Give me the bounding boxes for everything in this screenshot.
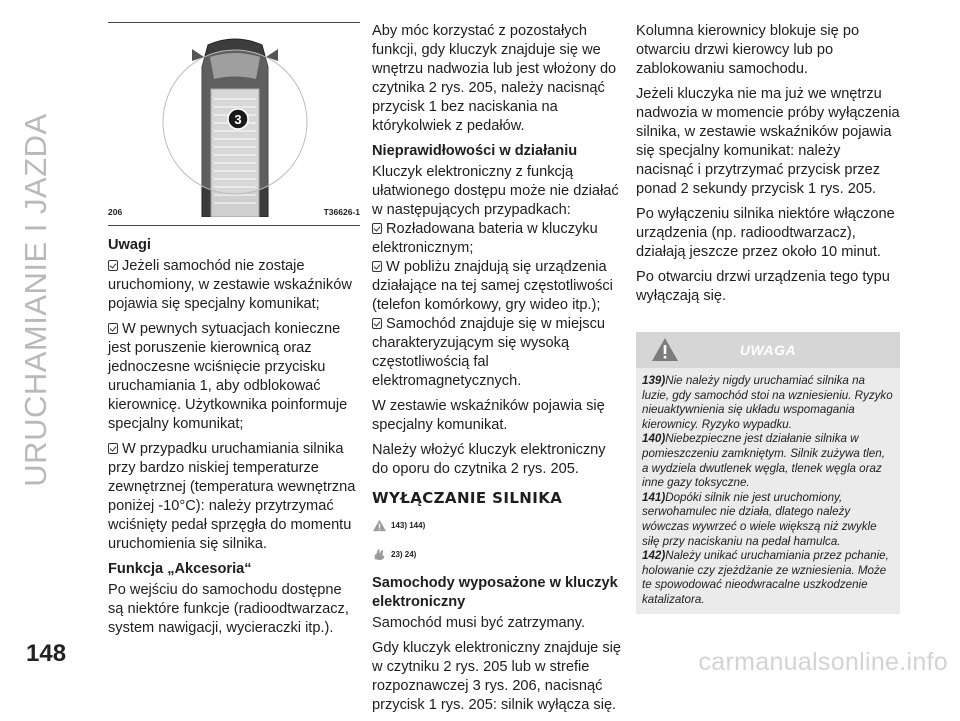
- list-item: 139)Nie należy nigdy uruchamiać silnika na luzie, gdy samochód stoi na wzniesieniu. Ryzyko nieuaktywnienia się układu wspomagania kierownicy. Ryzyko wypadku.: [642, 374, 893, 431]
- paragraph-1: Kolumna kierownicy blokuje się po otwarciu drzwi kierowcy lub po zablokowaniu samochodu.: [636, 23, 860, 77]
- column-1: [108, 22, 360, 644]
- komunikat-text: W zestawie wskaźników pojawia się specjalny komunikat.: [372, 398, 605, 433]
- akcesoria-text: Po wejściu do samochodu dostępne są niektóre funkcje (radioodtwarzacz, system nawigacji, wycieraczki itp.).: [108, 582, 349, 636]
- warning-box-content: [642, 374, 894, 608]
- sidebar-section-title: URUCHAMIANIE I JAZDA: [18, 113, 53, 487]
- list-item: 140)Niebezpieczne jest działanie silnika w pomieszczeniu zamkniętym. Silnik zużywa tlen, a wydziela dwutlenek węgla, tlenek węgla oraz inne gazy toksyczne.: [642, 432, 885, 490]
- warning-triangle-icon: [372, 519, 387, 532]
- figure-206: [108, 22, 360, 226]
- paragraph-3: Po wyłączeniu silnika niektóre włączone urządzenia (np. radioodtwarzacz), działają jeszcze przez około 10 minut.: [636, 206, 895, 260]
- list-item: W pewnych sytuacjach konieczne jest poruszenie kierownicą oraz jednoczesne wciśnięcie przycisku uruchamiania 1, aby odblokować kierownicę. Użytkownika poinformuje specjalny komunikat;: [108, 321, 348, 432]
- list-item: Jeżeli samochód nie zostaje uruchomiony, w zestawie wskaźników pojawia się specjalny komunikat;: [108, 258, 352, 312]
- checkbox-bullet-icon: [372, 261, 382, 272]
- checkbox-bullet-icon: [108, 443, 118, 454]
- warning-box-title: UWAGA: [739, 341, 797, 358]
- checkbox-bullet-icon: [372, 318, 382, 329]
- uwagi-heading: Uwagi: [108, 237, 151, 253]
- gdy-text: Gdy kluczyk elektroniczny znajduje się w czytniku 2 rys. 205 lub w strefie rozpoznawczej 3 rys. 206, nacisnąć przycisk 1 rys. 205: silnik wyłącza się.: [372, 640, 622, 713]
- zatrzymany-text: Samochód musi być zatrzymany.: [372, 615, 586, 631]
- page-number: 148: [26, 640, 67, 667]
- wlozyc-text: Należy włożyć kluczyk elektroniczny do oporu do czytnika 2 rys. 205.: [372, 442, 606, 477]
- nieprawidlowosci-text: Kluczyk elektroniczny z funkcją ułatwionego dostępu może nie działać w następujących przypadkach:: [372, 164, 619, 218]
- sub-heading: Samochody wyposażone w kluczyk elektroniczny: [372, 575, 618, 610]
- nieprawidlowosci-heading: Nieprawidłowości w działaniu: [372, 143, 578, 159]
- list-item: W pobliżu znajdują się urządzenia działające na tej samej częstotliwości (telefon komórkowy, gry wideo itp.);: [372, 259, 613, 313]
- figure-callout-label: 3: [234, 112, 242, 127]
- section-title: WYŁĄCZANIE SILNIKA: [372, 489, 563, 507]
- checkbox-bullet-icon: [108, 260, 118, 271]
- list-item: W przypadku uruchamiania silnika przy bardzo niskiej temperaturze zewnętrznej (temperatura wewnętrzna poniżej -10°C): należy przytrzymać wciśnięty pedał sprzęgła do momentu uruchomienia się silnika.: [108, 441, 356, 552]
- paragraph-2: Jeżeli kluczyka nie ma już we wnętrzu nadwozia w momencie próby wyłączenia silnika, w zestawie wskaźników pojawia się specjalny komunikat: należy nacisnąć i przytrzymać przycisk przez ponad 2 sekundy przycisk 1 rys. 205.: [636, 86, 900, 197]
- list-item: Rozładowana bateria w kluczyku elektronicznym;: [372, 221, 598, 256]
- watermark: carmanualsonline.info: [698, 648, 948, 676]
- list-item: Samochód znajduje się w miejscu charakteryzującym się wysoką częstotliwością fal elektromagnetycznych.: [372, 316, 606, 389]
- column-2: [372, 22, 624, 721]
- caution-reference: 23) 24): [372, 545, 624, 564]
- akcesoria-heading: Funkcja „Akcesoria“: [108, 561, 252, 577]
- caution-hand-icon: [372, 548, 387, 561]
- warning-reference: 143) 144): [372, 516, 624, 535]
- checkbox-bullet-icon: [372, 223, 382, 234]
- figure-code: T36626-1: [323, 207, 360, 217]
- figure-caption: [108, 203, 360, 222]
- paragraph-4: Po otwarciu drzwi urządzenia tego typu wyłączają się.: [636, 269, 890, 304]
- warning-triangle-icon: [650, 336, 680, 363]
- intro-text: Aby móc korzystać z pozostałych funkcji, gdy kluczyk znajduje się we wnętrzu nadwozia lub jest włożony do czytnika 2 rys. 205, należy nacisnąć przycisk 1 bez naciskania na którykolwiek z pedałów.: [372, 23, 617, 134]
- warning-box-header: [636, 332, 900, 368]
- list-item: 141)Dopóki silnik nie jest uruchomiony, serwohamulec nie działa, dlatego należy wówczas wywrzeć o wiele większą niż zwykle siłę przy naciskaniu na pedał hamulca.: [642, 490, 877, 548]
- column-3: [636, 22, 900, 614]
- figure-number: 206: [108, 207, 123, 217]
- warning-box: [636, 332, 900, 614]
- checkbox-bullet-icon: [108, 323, 118, 334]
- list-item: 142)Należy unikać uruchamiania przez pchanie, holowanie czy zjeżdżanie ze wzniesienia. Może te spowodować nieodwracalne uszkodzenie katalizatora.: [642, 549, 889, 606]
